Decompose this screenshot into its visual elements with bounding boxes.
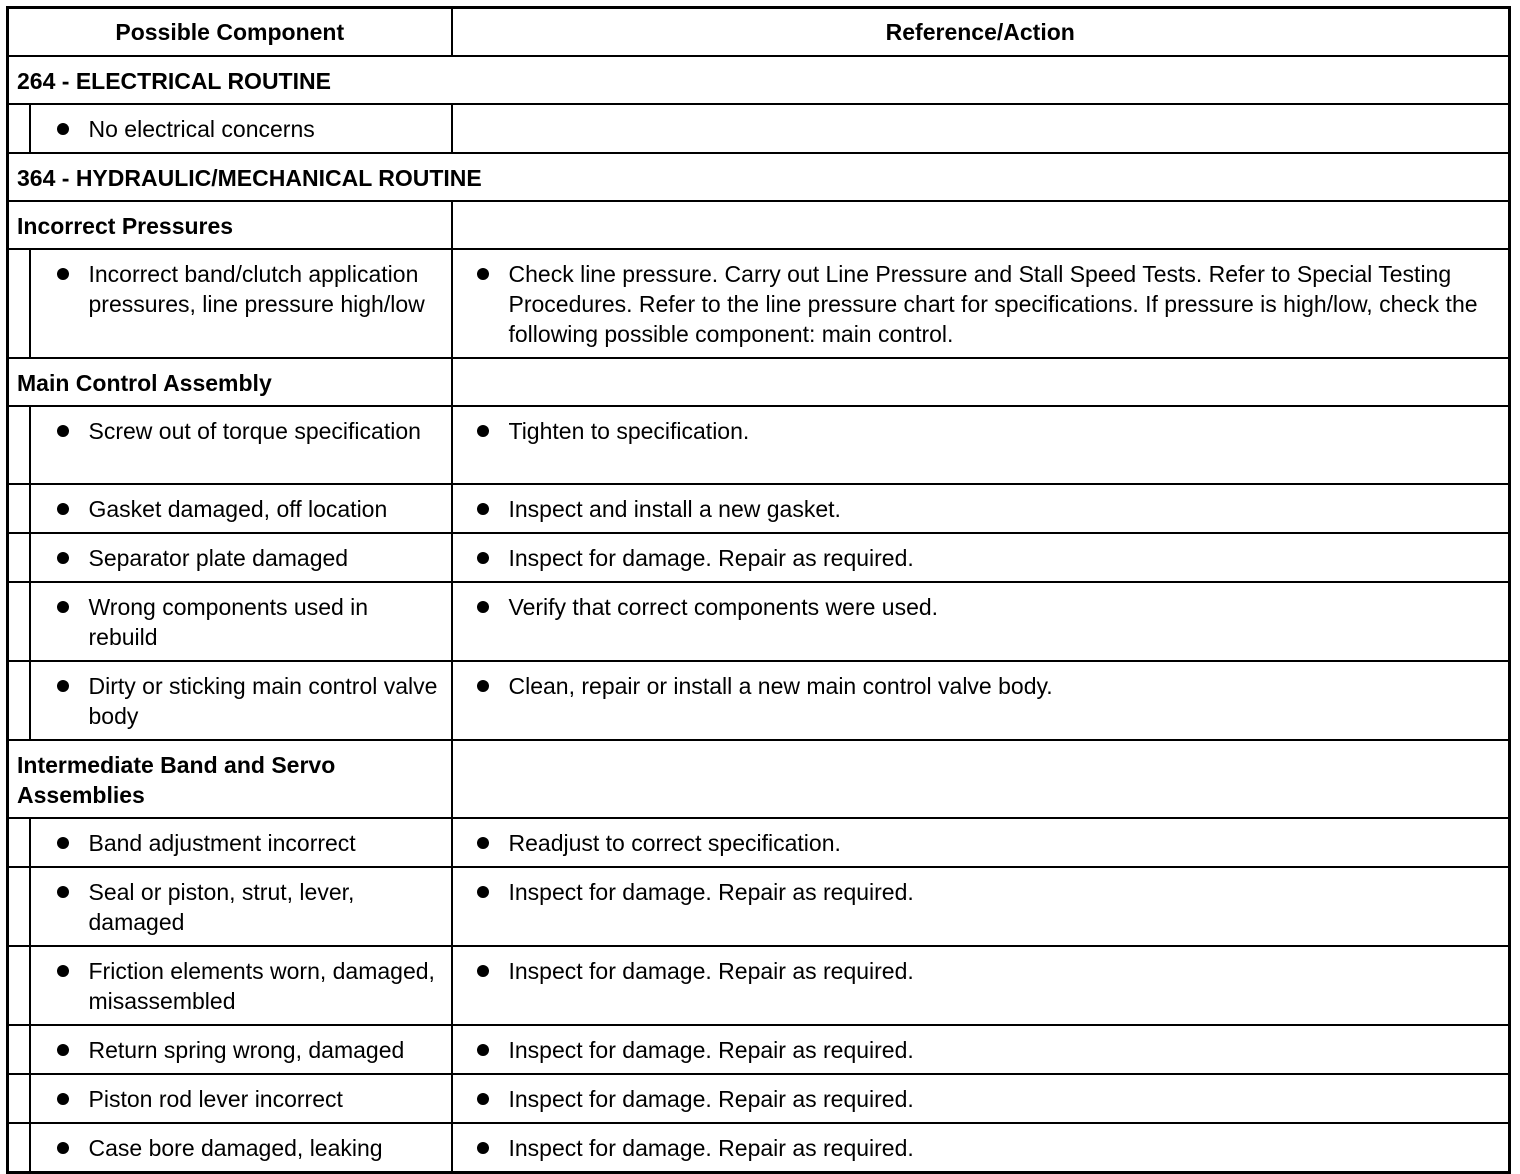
bullet-icon (57, 123, 69, 135)
bullet-icon (57, 503, 69, 515)
component-text: Case bore damaged, leaking (88, 1134, 383, 1161)
action-text: Inspect for damage. Repair as required. (508, 1036, 914, 1063)
action-text: Inspect for damage. Repair as required. (508, 1134, 914, 1161)
header-component: Possible Component (8, 8, 452, 56)
bullet-icon (477, 503, 489, 515)
action-text: Tighten to specification. (508, 417, 750, 444)
component-text: Separator plate damaged (88, 544, 349, 571)
diagnosis-table (6, 6, 1511, 1174)
table-row (8, 1123, 1510, 1173)
bullet-icon (477, 425, 489, 437)
group-row (8, 201, 1510, 249)
bullet-icon (57, 268, 69, 280)
section-row-electrical (8, 56, 1510, 104)
action-text: Inspect and install a new gasket. (508, 495, 841, 522)
action-text: Check line pressure. Carry out Line Pressure and Stall Speed Tests. Refer to Special Testing Procedures. Refer to the line pressure chart for specifications. If pressure is high/low, check the following possible component: main control. (508, 260, 1478, 347)
table-row (8, 104, 1510, 153)
bullet-icon (477, 837, 489, 849)
table-row (8, 867, 1510, 946)
action-text: Inspect for damage. Repair as required. (508, 957, 914, 984)
header-action: Reference/Action (452, 8, 1510, 56)
bullet-icon (477, 601, 489, 613)
table-row (8, 946, 1510, 1025)
table-row (8, 818, 1510, 867)
table-row (8, 1074, 1510, 1123)
table-row (8, 1025, 1510, 1074)
action-text: Inspect for damage. Repair as required. (508, 1085, 914, 1112)
action-text: Verify that correct components were used. (508, 593, 939, 620)
component-text: Band adjustment incorrect (88, 829, 356, 856)
component-text: Friction elements worn, damaged, misassembled (88, 957, 435, 1014)
component-text: Screw out of torque specification (88, 417, 421, 444)
action-text: Inspect for damage. Repair as required. (508, 544, 914, 571)
bullet-icon (477, 1044, 489, 1056)
table-row (8, 661, 1510, 740)
action-text: Clean, repair or install a new main control valve body. (508, 672, 1053, 699)
table-row (8, 406, 1510, 484)
section-row-hydraulic (8, 153, 1510, 201)
group-title: Main Control Assembly (8, 358, 452, 406)
table-row (8, 484, 1510, 533)
component-text: Piston rod lever incorrect (88, 1085, 343, 1112)
bullet-icon (57, 1142, 69, 1154)
component-text: Gasket damaged, off location (88, 495, 388, 522)
bullet-icon (477, 268, 489, 280)
component-text: Return spring wrong, damaged (88, 1036, 405, 1063)
bullet-icon (57, 425, 69, 437)
header-row (8, 8, 1510, 56)
bullet-icon (57, 601, 69, 613)
bullet-icon (57, 680, 69, 692)
bullet-icon (477, 1093, 489, 1105)
bullet-icon (477, 965, 489, 977)
bullet-icon (477, 886, 489, 898)
table-row (8, 533, 1510, 582)
table-row (8, 249, 1510, 358)
bullet-icon (57, 1093, 69, 1105)
group-title: Intermediate Band and Servo Assemblies (8, 740, 452, 818)
table-row (8, 582, 1510, 661)
bullet-icon (57, 837, 69, 849)
group-row (8, 358, 1510, 406)
component-text: No electrical concerns (88, 115, 315, 142)
section-title: 364 - HYDRAULIC/MECHANICAL ROUTINE (8, 153, 1510, 201)
action-text: Inspect for damage. Repair as required. (508, 878, 914, 905)
group-row (8, 740, 1510, 818)
bullet-icon (57, 552, 69, 564)
bullet-icon (477, 552, 489, 564)
bullet-icon (57, 886, 69, 898)
bullet-icon (477, 1142, 489, 1154)
bullet-icon (57, 965, 69, 977)
group-title: Incorrect Pressures (8, 201, 452, 249)
component-text: Seal or piston, strut, lever, damaged (88, 878, 355, 935)
bullet-icon (57, 1044, 69, 1056)
bullet-icon (477, 680, 489, 692)
component-text: Dirty or sticking main control valve body (88, 672, 438, 729)
component-text: Incorrect band/clutch application pressures, line pressure high/low (88, 260, 425, 317)
component-text: Wrong components used in rebuild (88, 593, 369, 650)
action-text: Readjust to correct specification. (508, 829, 841, 856)
section-title: 264 - ELECTRICAL ROUTINE (8, 56, 1510, 104)
